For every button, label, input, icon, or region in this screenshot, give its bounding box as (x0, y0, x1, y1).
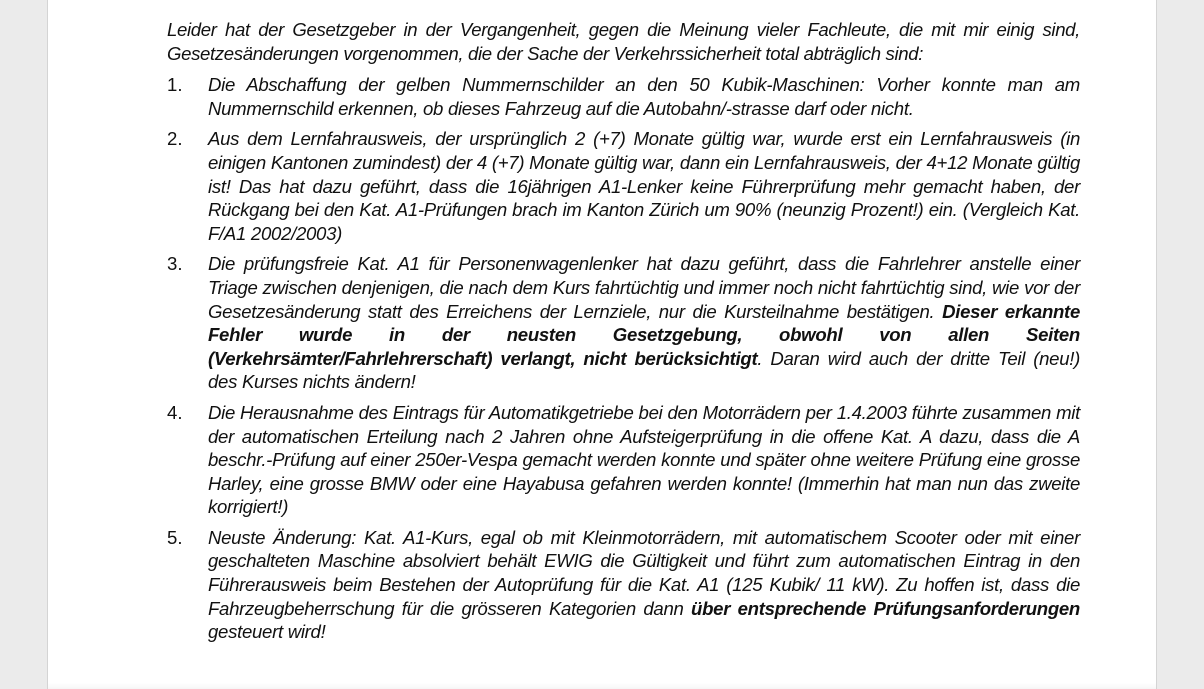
list-item-text (208, 526, 1080, 644)
list-item (167, 73, 1080, 120)
list-item (167, 127, 1080, 245)
emphasized-text: über entsprechende Prüfungsanforderungen (691, 597, 1080, 619)
text-segment: Die prüfungsfreie Kat. A1 für Personenwagenlenker hat dazu geführt, dass die Fahrlehrer anstelle einer Triage zwischen denjenigen, die nach dem Kurs fahrtüchtig und immer noch nicht fahrtüchtig sind, wie vor der Gesetzesänderung statt des Erreichens der Lernziele, nur die Kursteilnahme bestätigen. (208, 253, 1080, 322)
text-segment: gesteuert wird! (208, 621, 326, 643)
list-item-number: 3. (167, 253, 183, 275)
list-item-text (208, 252, 1080, 394)
text-segment: Die Herausnahme des Eintrags für Automatikgetriebe bei den Motorrädern per 1.4.2003 führte zusammen mit der automatischen Erteilung nach 2 Jahren ohne Aufsteigerprüfung in die offene Kat. A dazu, dass die A beschr.-Prüfung auf einer 250er-Vespa gemacht werden konnte und später ohne weitere Prüfung eine grosse Harley, eine grosse BMW oder eine Hayabusa gefahren werden konnte! (Immerhin hat man nun das zweite korrigiert!) (208, 401, 1080, 518)
list-item-number: 5. (167, 526, 183, 548)
list-item-number: 2. (167, 128, 183, 150)
list-item (167, 401, 1080, 519)
text-segment: Neuste Änderung: Kat. A1-Kurs, egal ob mit Kleinmotorrädern, mit automatischem Scooter oder mit einer geschalteten Maschine absolviert behält EWIG die Gültigkeit und führt zum automatischen Eintrag in den Führerausweis beim Bestehen der Autoprüfung für die Kat. A1 (125 Kubik/ 11 kW). Zu hoffen ist, dass die Fahrzeugbeherrschung für die grösseren Kategorien dann (208, 526, 1080, 619)
list-item-text (208, 401, 1080, 519)
document-page (47, 0, 1157, 689)
list-item-number: 1. (167, 74, 183, 96)
list-item-text (208, 73, 1080, 120)
text-segment: Aus dem Lernfahrausweis, der ursprünglich 2 (+7) Monate gültig war, wurde erst ein Lernfahrausweis (in einigen Kantonen zumindest) der 4 (+7) Monate gültig war, dann ein Lernfahrausweis, der 4+12 Monate gültig ist! Das hat dazu geführt, dass die 16jährigen A1-Lenker keine Führerprüfung mehr gemacht haben, der Rückgang bei den Kat. A1-Prüfungen brach im Kanton Zürich um 90% (neunzig Prozent!) ein. (Vergleich Kat. F/A1 2002/2003) (208, 128, 1080, 244)
emphasized-text: Dieser erkannte Fehler wurde in der neusten Gesetzgebung, obwohl von allen Seiten (Verkehrsämter/Fahrlehrerschaft) verlangt, nicht berücksichtigt (208, 300, 1080, 369)
list-item (167, 252, 1080, 394)
text-segment: Die Abschaffung der gelben Nummernschilder an den 50 Kubik-Maschinen: Vorher konnte man am Nummernschild erkennen, ob dieses Fahrzeug auf die Autobahn/-strasse darf oder nicht. (208, 74, 1080, 119)
intro-paragraph: Leider hat der Gesetzgeber in der Vergangenheit, gegen die Meinung vieler Fachleute, die mit mir einig sind, Gesetzesänderungen vorgenommen, die der Sache der Verkehrssicherheit total abträglich sind: (167, 19, 1080, 64)
list-item (167, 526, 1080, 644)
page-bottom-edge (48, 683, 1156, 689)
text-segment: . Daran wird auch der dritte Teil (neu!) des Kurses nichts ändern! (208, 347, 1080, 393)
list-item-text (208, 127, 1080, 245)
numbered-list (167, 73, 1080, 644)
list-item-number: 4. (167, 401, 183, 423)
document-body (167, 18, 1080, 651)
